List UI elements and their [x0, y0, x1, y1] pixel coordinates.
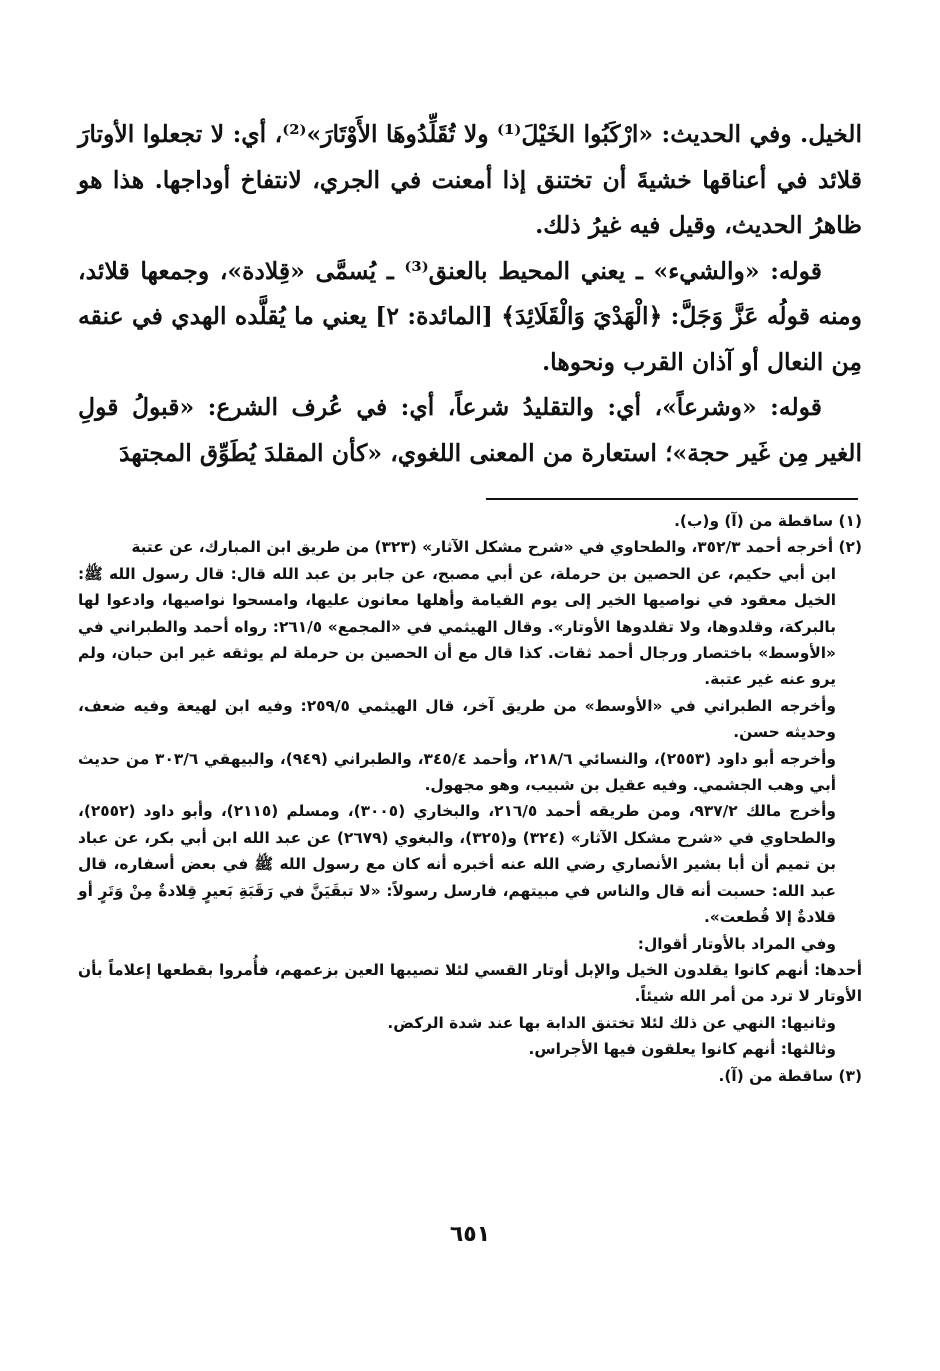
footnote-2-text: ابن أبي حكيم، عن الحصين بن حرملة، عن أبي مصبح، عن جابر بن عبد الله قال: قال رسول الله ﷺ: الخيل معقود في نواصيها الخير إلى يوم القيامة وأهلها معانون عليها، وامسحوا نواصيها، وادعوا لها بالبركة، وقلدوها، ولا تقلدوها الأوتار». وقال الهيثمي في «المجمع» ٢٦١/٥: رواه أحمد والطبراني في «الأوسط» باختصار ورجال أحمد ثقات. كذا قال مع أن الحصين بن حرملة لم يوثقه غير ابن حبان، ولم يرو عنه غير عتبة.: [78, 564, 836, 689]
footnote-2-malik: وأخرج مالك ٩٣٧/٢، ومن طريقه أحمد ٢١٦/٥، والبخاري (٣٠٠٥)، ومسلم (٢١١٥)، وأبو داود (٢٥٥٢)، والطحاوي في «شرح مشكل الآثار» (٣٢٤) و(٣٢٥)، والبغوي (٢٦٧٩) عن عبد الله ابن أبي بكر، عن عباد بن تميم أن أبا بشير الأنصاري رضي الله عنه أخبره أنه كان مع رسول الله ﷺ في بعض أسفاره، قال عبد الله: حسبت أنه قال والناس في مبيتهم، فارسل رسولاً: «لا تبقَيَنَّ في رَقَبَةِ بَعيرٍ قِلادةٌ مِنْ وَتَرٍ أو قلادةٌ إلا قُطعت».: [78, 802, 836, 927]
page-number: ٦٥١: [449, 1222, 491, 1247]
footnote-2-meaning-2: وثانيها: النهي عن ذلك لئلا تختنق الدابة بها عند شدة الركض.: [387, 1013, 836, 1032]
footnotes-section: [78, 508, 862, 1089]
footnote-2-meanings-intro: وفي المراد بالأوتار أقوال:: [637, 934, 836, 953]
footnote-separator: [486, 498, 858, 500]
body-paragraph-2: قوله: «والشيء» ـ يعني المحيط بالعنق⁽³⁾ ـ يُسمَّى «قِلادة»، وجمعها قلائد، ومنه قولُه عَزَّ وَجَلَّ: ﴿الْهَدْيَ وَالْقَلَائِدَ﴾ [المائدة: ٢] يعني ما يُقلَّده الهدي في عنقه مِن النعال أو آذان القرب ونحوها.: [78, 256, 862, 376]
main-body-text: [78, 112, 862, 476]
footnote-2-meaning-3: وثالثها: أنهم كانوا يعلقون فيها الأجراس.: [528, 1040, 836, 1059]
footnote-2-abudawud: وأخرجه أبو داود (٢٥٥٣)، والنسائي ٢١٨/٦، وأحمد ٣٤٥/٤، والطبراني (٩٤٩)، والبيهقي ٣٠٣/٦ من حديث أبي وهب الجشمي. وفيه عقيل بن شبيب، وهو مجهول.: [78, 749, 836, 795]
footnote-1: (١) ساقطة من (آ) و(ب).: [674, 512, 862, 530]
body-paragraph-3: قوله: «وشرعاً»، أي: والتقليدُ شرعاً، أي: في عُرف الشرع: «قبولُ قولِ الغير مِن غَير حجة»؛ استعارة من المعنى اللغوي، «كأن المقلدَ يُطَوِّق المجتهدَ: [78, 393, 862, 467]
body-paragraph-1: الخيل. وفي الحديث: «ارْكَبُوا الخَيْلَ⁽¹⁾ ولا تُقَلِّدُوهَا الأَوْتَارَ»⁽²⁾، أي: لا تجعلوا الأوتارَ قلائد في أعناقها خشيةَ أن تختنق إذا أمعنت في الجري، لانتفاخ أوداجها. هذا هو ظاهرُ الحديث، وقيل فيه غيرُ ذلك.: [78, 120, 862, 239]
footnote-3: (٣) ساقطة من (آ).: [718, 1066, 862, 1085]
footnote-2-meaning-1: أحدها: أنهم كانوا يقلدون الخيل والإبل أوتار القسي لئلا تصيبها العين بزعمهم، فأُمروا بقطعها إعلاماً بأن الأوتار لا ترد من أمر الله شيئاً.: [78, 960, 862, 1006]
footnote-2-tabarani: وأخرجه الطبراني في «الأوسط» من طريق آخر، قال الهيثمي ٢٥٩/٥: وفيه ابن لهيعة وفيه ضعف، وحديثه حسن.: [78, 696, 836, 742]
footnote-2-heading: (٢) أخرجه أحمد ٣٥٢/٣، والطحاوي في «شرح مشكل الآثار» (٣٢٣) من طريق ابن المبارك، عن عتبة: [131, 538, 862, 557]
